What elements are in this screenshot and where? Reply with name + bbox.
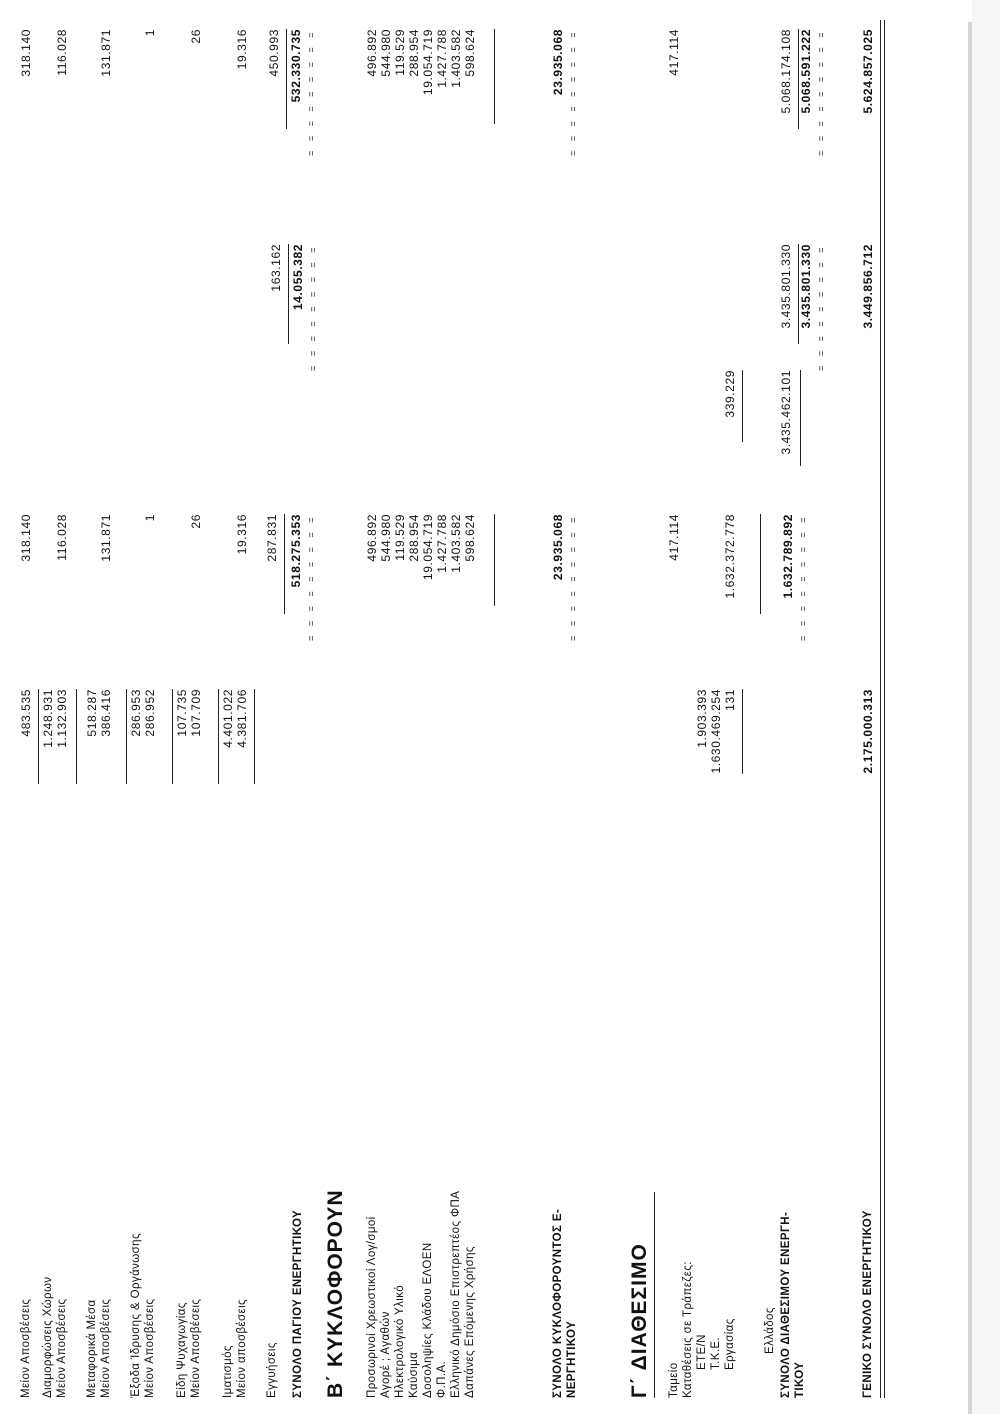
value: 131 (723, 689, 737, 711)
cash-item-label: Τ.Κ.Ε. (710, 1336, 722, 1370)
cash-item-label: Καταθέσεις σε Τράπεζες: (682, 1261, 694, 1398)
value: 1.903.393 (695, 689, 709, 748)
label-row: Μείον αποσβέσεις (236, 1299, 248, 1398)
current-item-label: Καύσιμα (408, 1351, 420, 1398)
value: 286.952 (143, 689, 157, 737)
value: 131.871 (99, 29, 113, 77)
value-total: 3.449.856.712 (861, 244, 875, 329)
underline (76, 689, 77, 784)
underline (760, 514, 761, 614)
cash-item-label: Εργασίας (724, 1318, 736, 1370)
value-total: 1.632.789.892 (781, 514, 795, 599)
value: 518.287 (85, 689, 99, 737)
underline (254, 689, 255, 784)
value: 1.403.582 (449, 29, 463, 88)
current-item-label: Δοσοληψίες Κλάδου ΕΛΟΕΝ (422, 1242, 434, 1398)
current-item-label: Προσωρινοί Χρεωστικοί Λογ/σμοί (366, 1216, 378, 1398)
underline (286, 29, 287, 129)
current-item-label: Ελληνικό Δημόσιο Επιστρεπτέος ΦΠΑ (450, 1190, 462, 1398)
total-cash-label: ΣΥΝΟΛΟ ΔΙΑΘΕΣΙΜΟΥ ΕΝΕΡΓΗ- (780, 1211, 792, 1398)
cash-item-label: Ταμείο (668, 1362, 680, 1398)
cash-item-label: Ελλάδος (764, 1307, 776, 1354)
value: 3.435.462.101 (779, 370, 793, 455)
value: 339.229 (723, 370, 737, 418)
label-row: Έξοδα Ίδρυσης & Οργάνωσης (130, 1233, 142, 1398)
underline (218, 689, 219, 784)
double-rule: = = = = = = = = = (568, 514, 578, 641)
value: 19.054.719 (421, 29, 435, 96)
current-item-label: Δαπάνες Επόμενης Χρήσης (464, 1246, 476, 1398)
value: 318.140 (19, 29, 33, 77)
total-current-label: ΣΥΝΟΛΟ ΚΥΚΛΟΦΟΡΟΥΝΤΟΣ Ε- (552, 1208, 564, 1398)
underline (126, 689, 127, 784)
value: 19.316 (235, 29, 249, 70)
label-row: Μείον Αποσβέσεις (56, 1298, 68, 1398)
current-item-label: Φ.Π.Α. (436, 1360, 448, 1398)
current-item-label: Αγορέ ; Αγαθών (380, 1311, 392, 1398)
section-c-heading: Γ΄ ΔΙΑΘΕΣΙΜΟ (628, 1243, 651, 1398)
cash-item-label: ΕΤΕ/Ν (696, 1334, 708, 1370)
value: 107.709 (189, 689, 203, 737)
total-cash-label: ΤΙΚΟΥ (794, 1361, 806, 1398)
value: 1.248.931 (41, 689, 55, 748)
value-total: 5.068.591.222 (799, 29, 813, 114)
label-row: Μείον Αποσβέσεις (190, 1298, 202, 1398)
value: 1.427.788 (435, 514, 449, 573)
value: 496.892 (365, 514, 379, 562)
value: 544.980 (379, 29, 393, 77)
value: 598.624 (463, 29, 477, 77)
value: 544.980 (379, 514, 393, 562)
total-fixed-label: ΣΥΝΟΛΟ ΠΑΓΙΟΥ ΕΝΕΡΓΗΤΙΚΟΥ (292, 1209, 304, 1398)
value: 450.993 (267, 29, 281, 77)
value: 288.954 (407, 29, 421, 77)
current-item-label: Ηλεκτρολογικό Υλικό (394, 1284, 406, 1398)
underline (742, 689, 743, 774)
value: 417.114 (667, 514, 681, 561)
section-b-heading: Β΄ ΚΥΚΛΟΦΟΡΟΥΝ (324, 1189, 347, 1398)
value: 417.114 (667, 29, 681, 76)
value: 496.892 (365, 29, 379, 77)
value: 288.954 (407, 514, 421, 562)
value: 5.068.174.108 (779, 29, 793, 114)
value: 4.381.706 (235, 689, 249, 748)
label-row: Διαμορφώσεις Χώρων (42, 1276, 54, 1398)
value: 1.132.903 (55, 689, 69, 748)
label-row: Μείον Αποσβέσεις (144, 1298, 156, 1398)
value: 318.140 (19, 514, 33, 562)
value: 386.416 (99, 689, 113, 737)
value-total: 532.330.735 (289, 29, 303, 103)
value: 1 (143, 29, 157, 37)
value: 3.435.801.330 (779, 244, 793, 329)
value: 1 (143, 514, 157, 522)
underline (172, 689, 173, 784)
value: 107.735 (175, 689, 189, 737)
double-rule: = = = = = = = = = (306, 514, 316, 641)
label-row: Μεταφορικά Μέσα (86, 1299, 98, 1398)
value: 26 (189, 514, 203, 529)
total-current-label: ΝΕΡΓΗΤΙΚΟΥ (566, 1320, 578, 1398)
value: 19.054.719 (421, 514, 435, 581)
underline (38, 689, 39, 784)
double-rule: = = = = = = = = = (308, 244, 318, 371)
value: 116.028 (55, 514, 69, 561)
underline (494, 29, 495, 124)
value: 26 (189, 29, 203, 44)
value: 1.427.788 (435, 29, 449, 88)
label-row: Εγγυήσεις (266, 1342, 278, 1398)
grand-total-label: ΓΕΝΙΚΟ ΣΥΝΟΛΟ ΕΝΕΡΓΗΤΙΚΟΥ (862, 1210, 874, 1398)
label-row: Ιματισμός (222, 1345, 234, 1398)
value: 163.162 (269, 244, 283, 292)
value: 1.630.469.254 (709, 689, 723, 774)
value-total: 518.275.353 (289, 514, 303, 588)
label-row: Μείον Αποσβέσεις (100, 1298, 112, 1398)
value: 19.316 (235, 514, 249, 555)
value: 4.401.022 (221, 689, 235, 748)
value: 131.871 (99, 514, 113, 562)
underline (288, 244, 289, 344)
value: 483.535 (19, 689, 33, 737)
underline (284, 514, 285, 614)
value: 287.831 (265, 514, 279, 562)
value-total: 2.175.000.313 (861, 689, 875, 774)
value: 286.953 (129, 689, 143, 737)
label-row: Είδη Ψυχαγωγίας (176, 1302, 188, 1398)
value-total: 23.935.068 (551, 29, 565, 96)
double-rule: = = = = = = = = = (568, 29, 578, 156)
double-rule: = = = = = = = = = (816, 244, 826, 371)
underline (742, 370, 743, 442)
double-rule: = = = = = = = = = (306, 29, 316, 156)
value-total: 14.055.382 (291, 244, 305, 311)
section-c-underline (654, 1192, 655, 1398)
value-total: 5.624.857.025 (861, 29, 875, 114)
value: 119.529 (393, 514, 407, 561)
double-rule: = = = = = = = = = (816, 29, 826, 156)
value-total: 3.435.801.330 (799, 244, 813, 329)
double-rule: = = = = = = = = = (798, 514, 808, 641)
value: 116.028 (55, 29, 69, 76)
value: 1.403.582 (449, 514, 463, 573)
grand-total-rule (884, 20, 885, 1398)
underline (494, 514, 495, 606)
label-row: Μείον Αποσβέσεις (20, 1298, 32, 1398)
grand-total-rule (880, 20, 881, 1398)
value-total: 23.935.068 (551, 514, 565, 581)
value: 1.632.372.778 (723, 514, 737, 599)
value: 598.624 (463, 514, 477, 562)
value: 119.529 (393, 29, 407, 76)
